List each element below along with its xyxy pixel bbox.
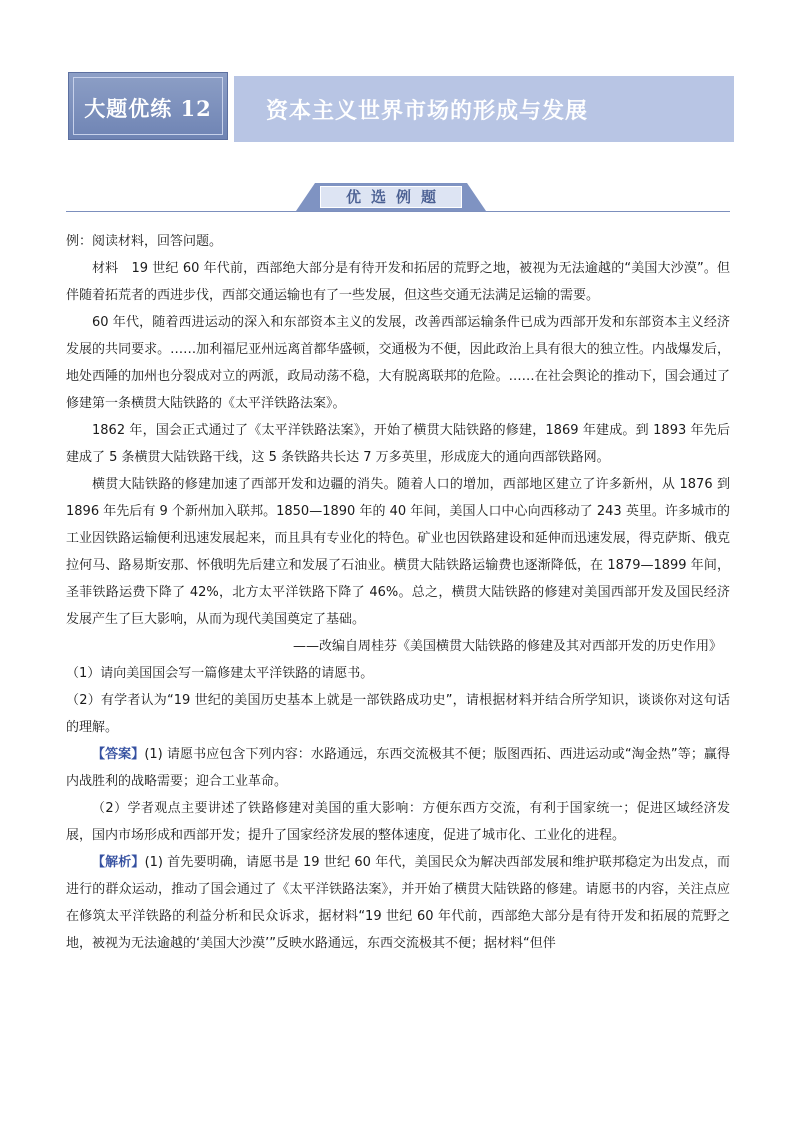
document-body [66,228,730,957]
analysis-paragraph [66,849,730,957]
material-paragraph: 横贯大陆铁路的修建加速了西部开发和边疆的消失。随着人口的增加，西部地区建立了许多新州，从 1876 到 1896 年先后有 9 个新州加入联邦。1850—1890 年的 40 年间，美国人口中心向西移动了 243 英里。许多城市的工业因铁路运输便利迅速发展起来，而且具有专业化的特色。矿业也因铁路建设和延伸而迅速发展，得克萨斯、俄克拉何马、路易斯安那、怀俄明先后建立和发展了石油业。横贯大陆铁路运输费也逐渐降低，在 1879—1899 年间，圣菲铁路运费下降了 42%，北方太平洋铁路下降了 46%。总之，横贯大陆铁路的修建对美国西部开发及国民经济发展产生了巨大影响，从而为现代美国奠定了基础。 [66,477,730,627]
section-tab-label: 优选例题 [345,188,446,206]
title-banner-right [234,76,734,142]
answer-text-1: (1) 请愿书应包含下列内容：水路通远，东西交流极其不便；版图西拓、西进运动或“淘金热”等；赢得内战胜利的战略需要；迎合工业革命。 [66,747,730,789]
title-banner-left [68,72,228,140]
material-source: ——改编自周桂芬《美国横贯大陆铁路的修建及其对西部开发的历史作用》 [292,639,722,654]
chapter-number: 大题优练 12 [84,96,212,121]
question-2: （2）有学者认为“19 世纪的美国历史基本上就是一部铁路成功史”，请根据材料并结合所学知识，谈谈你对这句话的理解。 [66,693,730,735]
section-tab [296,183,486,211]
chapter-title: 资本主义世界市场的形成与发展 [266,98,589,124]
answer-part-1 [66,741,730,795]
analysis-label: 【解析】 [92,855,145,870]
example-intro: 例：阅读材料，回答问题。 [66,234,223,249]
answer-part-2: （2）学者观点主要讲述了铁路修建对美国的重大影响：方便东西方交流，有利于国家统一；促进区域经济发展，国内市场形成和西部开发；提升了国家经济发展的整体速度，促进了城市化、工业化的进程。 [66,801,730,843]
material-paragraph: 材料 19 世纪 60 年代前，西部绝大部分是有待开发和拓居的荒野之地，被视为无法逾越的“美国大沙漠”。但伴随着拓荒者的西进步伐，西部交通运输也有了一些发展，但这些交通无法满足运输的需要。 [66,261,730,303]
analysis-text: (1) 首先要明确，请愿书是 19 世纪 60 年代，美国民众为解决西部发展和维护联邦稳定为出发点，而进行的群众运动，推动了国会通过了《太平洋铁路法案》，并开始了横贯大陆铁路的修建。请愿书的内容，关注点应在修筑太平洋铁路的利益分析和民众诉求，据材料“19 世纪 60 年代前，西部绝大部分是有待开发和拓展的荒野之地，被视为无法逾越的‘美国大沙漠’”反映水路通远，东西交流极其不便；据材料“但伴 [66,855,730,951]
title-banner [68,72,734,142]
section-divider [66,211,730,212]
material-paragraph: 1862 年，国会正式通过了《太平洋铁路法案》，开始了横贯大陆铁路的修建，1869 年建成。到 1893 年先后建成了 5 条横贯大陆铁路干线，这 5 条铁路共长达 7 万多英里，形成庞大的通向西部铁路网。 [66,423,730,465]
question-1: （1）请向美国国会写一篇修建太平洋铁路的请愿书。 [66,666,374,681]
answer-label: 【答案】 [92,747,145,762]
material-paragraph: 60 年代，随着西进运动的深入和东部资本主义的发展，改善西部运输条件已成为西部开发和东部资本主义经济发展的共同要求。……加利福尼亚州远离首都华盛顿，交通极为不便，因此政治上具有很大的独立性。内战爆发后，地处西陲的加州也分裂成对立的两派，政局动荡不稳，大有脱离联邦的危险。……在社会舆论的推动下，国会通过了修建第一条横贯大陆铁路的《太平洋铁路法案》。 [66,315,730,411]
